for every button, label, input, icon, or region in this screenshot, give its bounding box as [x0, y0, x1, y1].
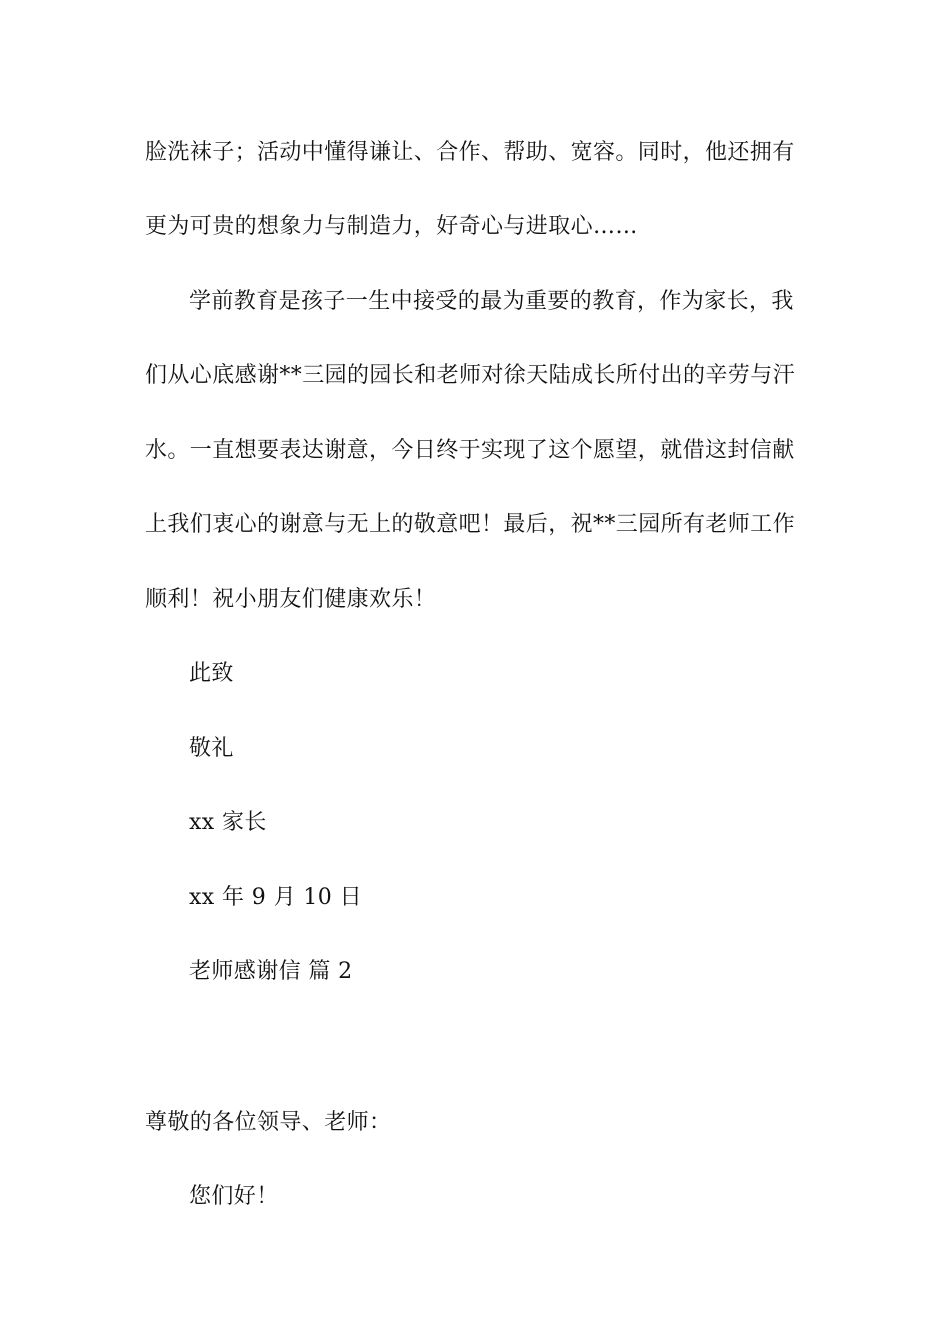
paragraph-line: 水。一直想要表达谢意，今日终于实现了这个愿望，就借这封信献: [145, 438, 795, 463]
letter-opening: 您们好！: [189, 1184, 279, 1209]
paragraph-line: 学前教育是孩子一生中接受的最为重要的教育，作为家长，我: [189, 289, 794, 314]
paragraph-line: 脸洗袜子；活动中懂得谦让、合作、帮助、宽容。同时，他还拥有: [145, 140, 795, 165]
closing-regards: 敬礼: [189, 736, 234, 761]
paragraph-line: 顺利！祝小朋友们健康欢乐！: [145, 587, 437, 612]
closing-salutation: 此致: [189, 661, 234, 686]
date: xx 年 9 月 10 日: [189, 885, 362, 910]
signature: xx 家长: [189, 810, 267, 835]
section-title: 老师感谢信 篇 2: [189, 959, 353, 984]
paragraph-line: 们从心底感谢**三园的园长和老师对徐天陆成长所付出的辛劳与汗: [145, 363, 796, 388]
paragraph-line: 更为可贵的想象力与制造力，好奇心与进取心……: [145, 214, 638, 239]
letter-greeting: 尊敬的各位领导、老师：: [145, 1110, 392, 1135]
paragraph-line: 上我们衷心的谢意与无上的敬意吧！最后，祝**三园所有老师工作: [145, 512, 796, 537]
